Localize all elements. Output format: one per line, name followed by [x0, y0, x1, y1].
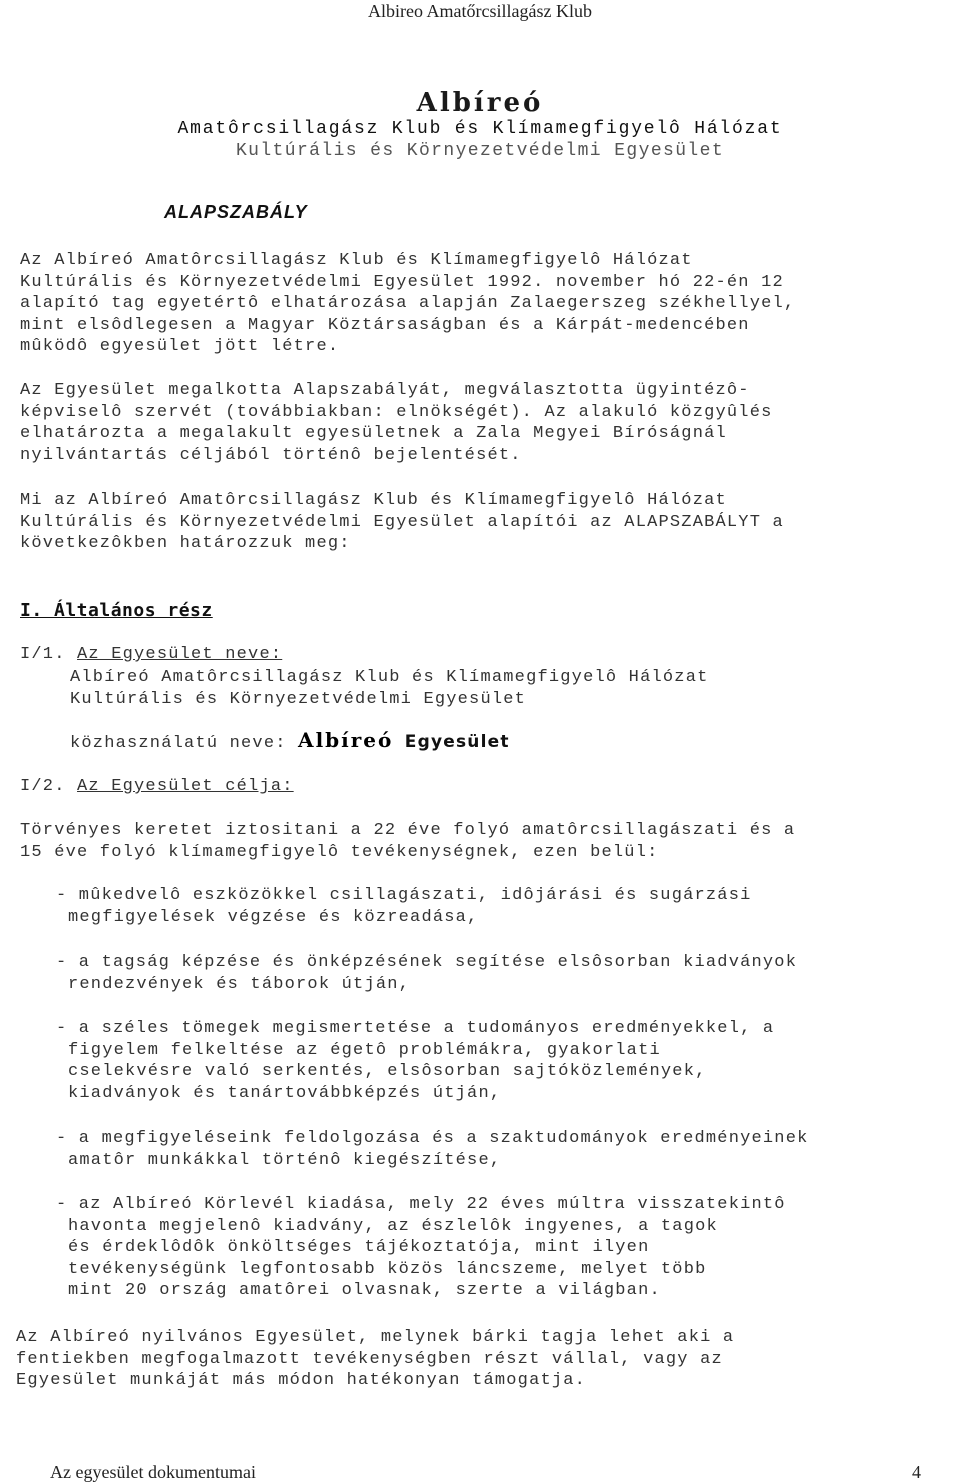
aim-bullet: [56, 1128, 809, 1171]
statute-intro-line: Mi az Albíreó Amatôrcsillagász Klub és Klímamegfigyelô Hálózat: [20, 491, 727, 510]
subsection-number: I/1.: [20, 645, 66, 664]
subsection-label: Az Egyesület neve:: [77, 645, 283, 664]
public-name-suffix: Egyesület: [404, 732, 510, 752]
bullet-line: cselekvésre való serkentés, elsôsorban sajtóközlemények,: [68, 1062, 707, 1081]
intro-line: Kultúrális és Környezetvédelmi Egyesület 1992. november hó 22-én 12: [20, 272, 784, 292]
bullet-line: amatôr munkákkal történô kiegészítése,: [68, 1150, 502, 1170]
page-number: 4: [912, 1462, 921, 1482]
statute-intro-line: Kultúrális és Környezetvédelmi Egyesület alapítói az ALAPSZABÁLYT a: [20, 512, 784, 532]
running-header: Albireo Amatőrcsillagász Klub: [368, 1, 592, 21]
association-name: [70, 667, 709, 710]
public-name-prefix: közhasználatú neve:: [70, 734, 287, 753]
intro-line: mûködô egyesület jött létre.: [20, 337, 340, 356]
aim-bullet: [56, 1018, 774, 1104]
bullet-line: - a tagság képzése és önképzésének segítése elsôsorban kiadványok: [56, 953, 798, 972]
public-name: Albíreó: [298, 728, 394, 752]
founding-line: elhatározta a megalakult egyesületnek a Zala Megyei Bíróságnál: [20, 424, 727, 443]
name-line: Albíreó Amatôrcsillagász Klub és Klímamegfigyelô Hálózat: [70, 668, 709, 687]
bullet-line: és érdeklôdôk önköltséges tájékoztatója, mint ilyen: [68, 1238, 650, 1257]
aim-line: 15 éve folyó klímamegfigyelô tevékenységnek, ezen belül:: [20, 842, 659, 862]
founding-line: nyilvántartás céljából történô bejelentését.: [20, 445, 522, 465]
founding-line: Az Egyesület megalkotta Alapszabályát, megválasztotta ügyintézô-: [20, 381, 750, 400]
closing-line: Az Albíreó nyilvános Egyesület, melynek bárki tagja lehet aki a: [16, 1328, 735, 1347]
intro-line: mint elsôdlegesen a Magyar Köztársaságban és a Kárpát-medencében: [20, 315, 750, 335]
bullet-line: - az Albíreó Körlevél kiadása, mely 22 éves múltra visszatekintô: [56, 1195, 786, 1214]
bullet-line: kiadványok és tanártovábbképzés útján,: [68, 1083, 502, 1103]
subsection-number: I/2.: [20, 777, 66, 796]
intro-paragraph: [20, 250, 940, 358]
aim-bullet: [56, 885, 752, 928]
subsection-label: Az Egyesület célja:: [77, 777, 294, 796]
subsection-1-1-heading: [20, 645, 282, 664]
bullet-line: figyelem felkeltése az égetô problémákra, gyakorlati: [68, 1040, 661, 1060]
intro-line: alapító tag egyetértô elhatározása alapján Zalaegerszeg székhellyel,: [20, 294, 796, 313]
founding-paragraph: [20, 380, 940, 466]
founding-line: képviselô szervét (továbbiakban: elnökségét). Az alakuló közgyûlés: [20, 402, 773, 422]
document-title: Albíreó: [416, 88, 544, 118]
bullet-line: megfigyelések végzése és közreadása,: [68, 907, 479, 927]
subsection-1-2-heading: [20, 777, 294, 796]
closing-line: Egyesület munkáját más módon hatékonyan támogatja.: [16, 1371, 587, 1390]
org-name-line-2: Kultúrális és Környezetvédelmi Egyesület: [235, 141, 725, 161]
aim-paragraph: [20, 820, 940, 863]
bullet-line: - mûkedvelô eszközökkel csillagászati, idôjárási és sugárzási: [56, 886, 752, 905]
public-name-line: [70, 730, 510, 755]
closing-line: fentiekben megfogalmazott tevékenységben részt vállal, vagy az: [16, 1349, 723, 1369]
statute-intro-line: következôkben határozzuk meg:: [20, 534, 351, 553]
org-name-line-1: Amatôrcsillagász Klub és Klímamegfigyelô Hálózat: [177, 119, 783, 139]
document-page: [0, 88, 960, 162]
alapszabaly-heading: ALAPSZABÁLY: [164, 202, 308, 222]
bullet-line: tevékenységünk legfontosabb közös láncszeme, melyet több: [68, 1259, 707, 1279]
aim-line: Törvényes keretet iztositani a 22 éve folyó amatôrcsillagászati és a: [20, 821, 796, 840]
intro-line: Az Albíreó Amatôrcsillagász Klub és Klímamegfigyelô Hálózat: [20, 251, 693, 270]
name-line: Kultúrális és Környezetvédelmi Egyesület: [70, 689, 527, 709]
footer-title: Az egyesület dokumentumai: [50, 1462, 256, 1482]
bullet-line: rendezvények és táborok útján,: [68, 974, 411, 994]
section-1-title: I. Általános rész: [20, 600, 213, 621]
bullet-line: - a megfigyeléseink feldolgozása és a szaktudományok eredményeinek: [56, 1129, 809, 1148]
aim-bullet: [56, 952, 797, 995]
aim-bullet: [56, 1194, 786, 1302]
statute-intro-paragraph: [20, 490, 940, 555]
closing-paragraph: [16, 1327, 936, 1392]
bullet-line: mint 20 ország amatôrei olvasnak, szerte a világban.: [68, 1281, 661, 1300]
bullet-line: - a széles tömegek megismertetése a tudományos eredményekkel, a: [56, 1019, 775, 1038]
bullet-line: havonta megjelenô kiadvány, az észlelôk ingyenes, a tagok: [68, 1216, 718, 1236]
